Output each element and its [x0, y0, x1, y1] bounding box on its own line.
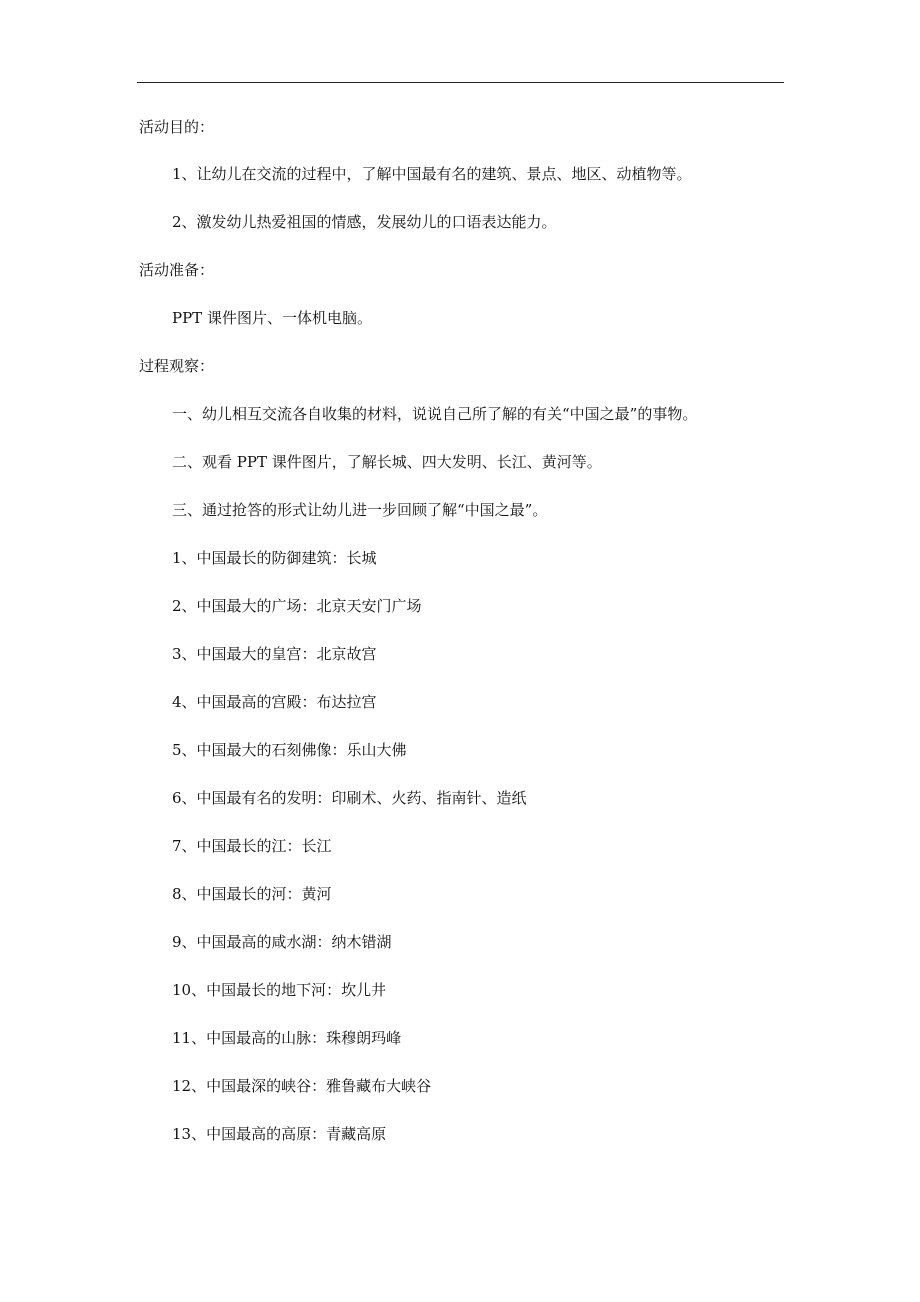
process-step-3: 三、通过抢答的形式让幼儿进一步回顾了解“中国之最”。 — [172, 501, 548, 519]
section-heading-goal: 活动目的： — [139, 118, 215, 136]
fact-item: 13、中国最高的高原：青藏高原 — [172, 1125, 387, 1143]
fact-item: 9、中国最高的咸水湖：纳木错湖 — [172, 933, 392, 951]
prep-item-1: PPT 课件图片、一体机电脑。 — [172, 309, 372, 327]
fact-item: 6、中国最有名的发明：印刷术、火药、指南针、造纸 — [172, 789, 527, 807]
process-step-2: 二、观看 PPT 课件图片，了解长城、四大发明、长江、黄河等。 — [172, 453, 602, 471]
section-heading-process: 过程观察： — [139, 357, 215, 375]
fact-item: 7、中国最长的江：长江 — [172, 837, 332, 855]
fact-item: 10、中国最长的地下河：坎儿井 — [172, 981, 387, 999]
fact-item: 8、中国最长的河：黄河 — [172, 885, 332, 903]
process-step-1: 一、幼儿相互交流各自收集的材料，说说自己所了解的有关“中国之最”的事物。 — [172, 405, 698, 423]
fact-item: 5、中国最大的石刻佛像：乐山大佛 — [172, 741, 407, 759]
fact-item: 1、中国最长的防御建筑：长城 — [172, 549, 377, 567]
fact-item: 3、中国最大的皇宫：北京故宫 — [172, 645, 377, 663]
header-rule — [137, 82, 784, 83]
fact-item: 2、中国最大的广场：北京天安门广场 — [172, 597, 422, 615]
fact-item: 12、中国最深的峡谷：雅鲁藏布大峡谷 — [172, 1077, 432, 1095]
goal-item-1: 1、让幼儿在交流的过程中，了解中国最有名的建筑、景点、地区、动植物等。 — [172, 165, 692, 183]
fact-item: 4、中国最高的宫殿：布达拉宫 — [172, 693, 377, 711]
section-heading-prep: 活动准备： — [139, 261, 215, 279]
fact-item: 11、中国最高的山脉：珠穆朗玛峰 — [172, 1029, 402, 1047]
goal-item-2: 2、激发幼儿热爱祖国的情感，发展幼儿的口语表达能力。 — [172, 213, 557, 231]
